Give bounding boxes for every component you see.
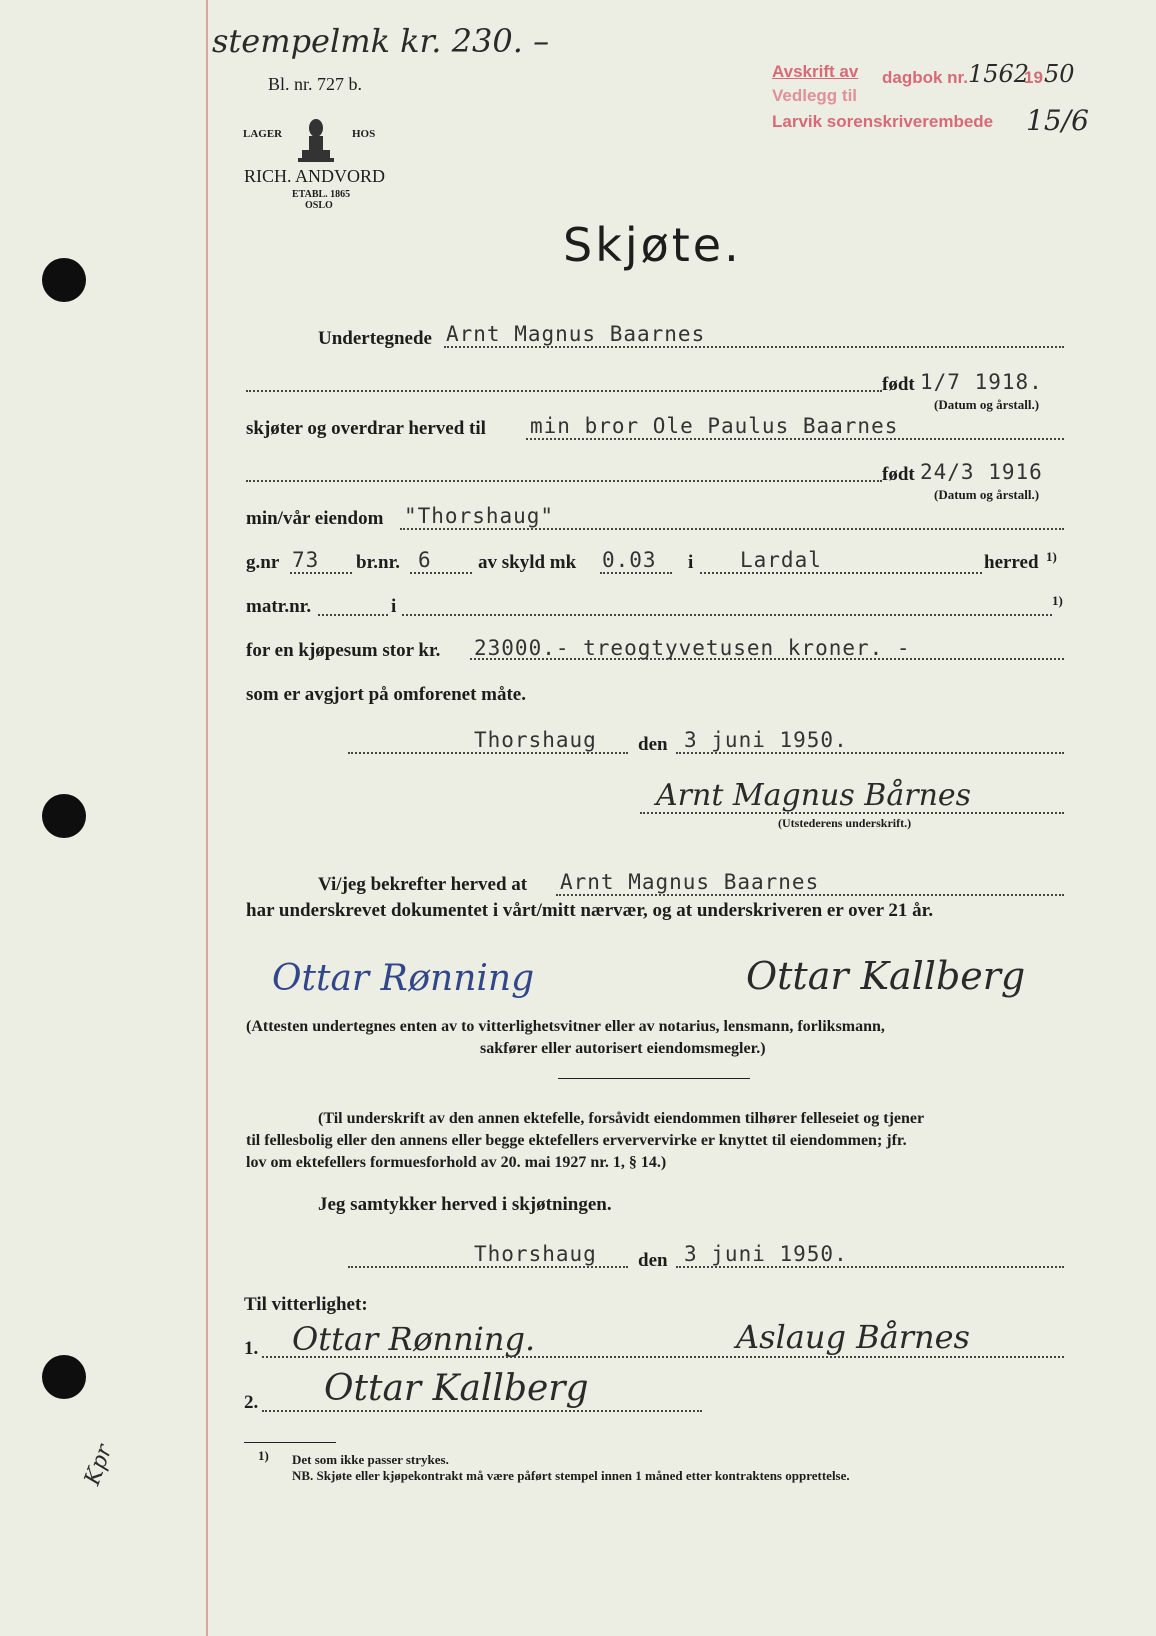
spouse-note-line2: til fellesbolig eller den annens eller begge ektefellers erververvirke er knyttet til eiendommen; jfr.	[246, 1132, 907, 1149]
spouse-note-line3: lov om ektefellers formuesforhold av 20. mai 1927 nr. 1, § 14.)	[246, 1154, 667, 1171]
spouse-signature: Aslaug Bårnes	[736, 1318, 970, 1356]
gnr-label: g.nr	[246, 552, 280, 573]
date2: 3 juni 1950.	[684, 1242, 848, 1266]
publisher-city: OSLO	[305, 200, 333, 211]
punch-hole	[42, 258, 86, 302]
dotted-line	[348, 1266, 628, 1268]
dotted-line	[410, 572, 472, 574]
herred-value: Lardal	[740, 548, 822, 572]
matr-label: matr.nr.	[246, 596, 312, 617]
punch-hole	[42, 1355, 86, 1399]
dotted-line	[402, 614, 1052, 616]
attest-note-line1: (Attesten undertegnes enten av to vitterlighetsvitner eller av notarius, lensmann, forliksmann,	[246, 1018, 885, 1035]
dotted-line	[348, 752, 628, 754]
dotted-line	[246, 390, 882, 392]
datum1-label: (Datum og årstall.)	[934, 397, 1040, 412]
dotted-line	[246, 480, 882, 482]
stamp-fee-note: stempelmk kr. 230. –	[212, 22, 550, 60]
dotted-line	[640, 812, 1064, 814]
dotted-line	[556, 894, 1064, 896]
dotted-line	[262, 1356, 1064, 1358]
avgjort-text: som er avgjort på omforenet måte.	[246, 684, 526, 705]
form-number: Bl. nr. 727 b.	[268, 74, 363, 94]
matr-i-label: i	[391, 596, 397, 617]
register-year-prefix: 19	[1024, 68, 1043, 87]
attest-signature-left: Ottar Rønning	[272, 958, 535, 999]
register-number: 1562	[968, 60, 1030, 88]
margin-initials: Kpr	[80, 1441, 118, 1489]
register-year: 50	[1044, 60, 1075, 88]
fodt2-value: 24/3 1916	[920, 460, 1043, 484]
matr-footnote: 1)	[1052, 593, 1063, 608]
spouse-note-line1: (Til underskrift av den annen ektefelle, forsåvidt eiendommen tilhører felleseiet og tjener	[318, 1110, 925, 1127]
register-stamp-line3: Larvik sorenskriverembede	[772, 112, 994, 131]
brnr-label: br.nr.	[356, 552, 401, 573]
margin-line	[206, 0, 208, 1636]
den1-label: den	[638, 734, 668, 755]
register-stamp-line2: Vedlegg til	[772, 86, 858, 105]
consent-text: Jeg samtykker herved i skjøtningen.	[318, 1194, 612, 1215]
nb-text: NB. Skjøte eller kjøpekontrakt må være påført stempel innen 1 måned etter kontraktens opprettelse.	[292, 1468, 850, 1483]
dotted-line	[470, 658, 1064, 660]
attest-signature-right: Ottar Kallberg	[746, 954, 1026, 998]
witness2-signature: Ottar Kallberg	[324, 1368, 589, 1409]
witness1-signature: Ottar Rønning.	[292, 1320, 536, 1358]
attest-note-line2: sakfører eller autorisert eiendomsmegler.)	[480, 1040, 766, 1057]
dotted-line	[676, 1266, 1064, 1268]
gnr-value: 73	[292, 548, 320, 572]
divider	[558, 1078, 750, 1079]
fodt1-label: født	[882, 374, 915, 395]
place1: Thorshaug	[474, 728, 597, 752]
attest-line2: har underskrevet dokumentet i vårt/mitt nærvær, og at underskriveren er over 21 år.	[246, 900, 934, 921]
kjopesum-value: 23000.- treogtyvetusen kroner. -	[474, 636, 911, 660]
dotted-line	[262, 1410, 702, 1412]
register-date: 15/6	[1026, 104, 1089, 137]
herred-i-label: i	[688, 552, 694, 573]
date1: 3 juni 1950.	[684, 728, 848, 752]
place2: Thorshaug	[474, 1242, 597, 1266]
register-stamp-dagbok: dagbok nr.	[882, 68, 968, 87]
publisher-lager: LAGER	[243, 128, 283, 140]
publisher-logo-icon	[296, 114, 336, 164]
dotted-line	[290, 572, 352, 574]
dotted-line	[400, 528, 1064, 530]
skjoter-label: skjøter og overdrar herved til	[246, 418, 486, 439]
eiendom-value: "Thorshaug"	[404, 504, 555, 528]
undertegnede-label: Undertegnede	[318, 328, 432, 349]
footnote-text: Det som ikke passer strykes.	[292, 1452, 449, 1467]
dotted-line	[526, 438, 1064, 440]
undertegnede-value: Arnt Magnus Baarnes	[446, 322, 706, 346]
dotted-line	[676, 752, 1064, 754]
attest-value: Arnt Magnus Baarnes	[560, 870, 820, 894]
publisher-hos: HOS	[352, 128, 376, 140]
vitterlighet-label: Til vitterlighet:	[244, 1294, 368, 1315]
skyld-value: 0.03	[602, 548, 657, 572]
herred-footnote: 1)	[1046, 549, 1057, 564]
brnr-value: 6	[418, 548, 432, 572]
publisher-name: RICH. ANDVORD	[244, 166, 386, 186]
attest-label: Vi/jeg bekrefter herved at	[318, 874, 528, 895]
dotted-line	[600, 572, 672, 574]
eiendom-label: min/vår eiendom	[246, 508, 384, 529]
fodt1-value: 1/7 1918.	[920, 370, 1043, 394]
skyld-label: av skyld mk	[478, 552, 577, 573]
footnote-rule	[244, 1442, 336, 1443]
dotted-line	[318, 614, 388, 616]
witness2-number: 2.	[244, 1392, 259, 1413]
utsteder-label: (Utstederens underskrift.)	[778, 816, 912, 830]
document-title: Skjøte.	[563, 218, 742, 272]
footnote-mark: 1)	[258, 1448, 269, 1463]
den2-label: den	[638, 1250, 668, 1271]
dotted-line	[700, 572, 982, 574]
publisher-etabl: ETABL. 1865	[292, 189, 351, 200]
punch-hole	[42, 794, 86, 838]
witness1-number: 1.	[244, 1338, 259, 1359]
datum2-label: (Datum og årstall.)	[934, 487, 1040, 502]
herred-label: herred	[984, 552, 1039, 573]
dotted-line	[444, 346, 1064, 348]
signature-utsteder: Arnt Magnus Bårnes	[656, 778, 972, 813]
fodt2-label: født	[882, 464, 915, 485]
skjoter-value: min bror Ole Paulus Baarnes	[530, 414, 899, 438]
register-stamp-line1: Avskrift av	[772, 62, 859, 81]
kjopesum-label: for en kjøpesum stor kr.	[246, 640, 441, 661]
